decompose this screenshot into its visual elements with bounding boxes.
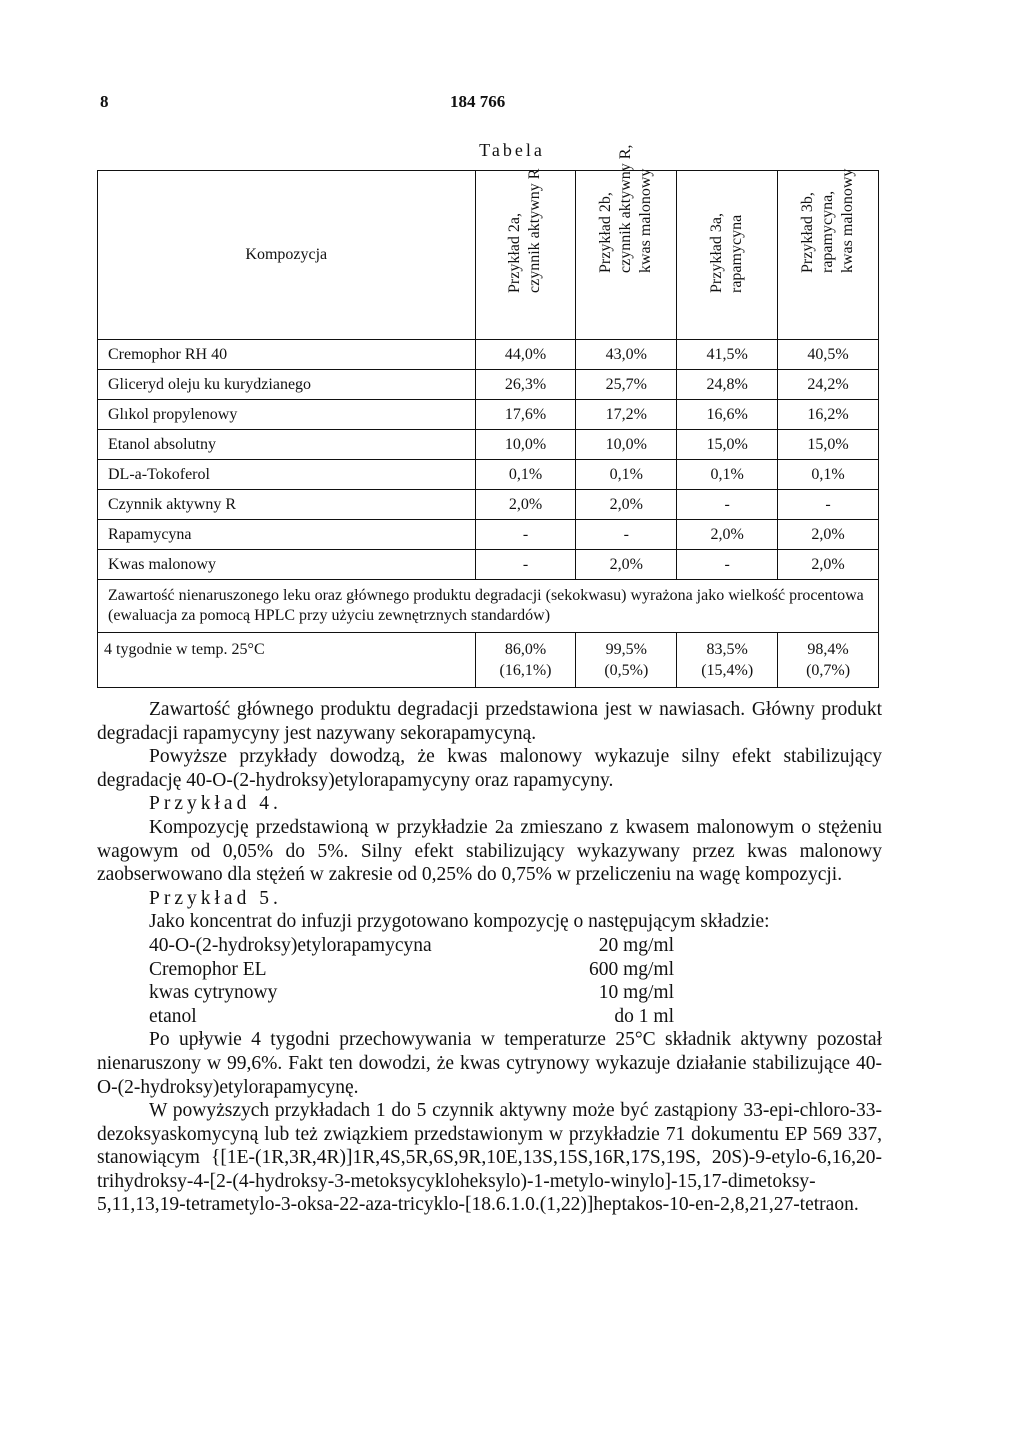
cell-value: 16,2% <box>778 400 879 430</box>
result-value: 86,0% <box>504 641 547 658</box>
cell-value: 44,0% <box>475 340 576 370</box>
column-header-example-2b <box>576 144 677 340</box>
degradation-value: (0,7%) <box>806 662 851 679</box>
row-label: Rapamycyna <box>98 520 476 550</box>
cell-value: 2,0% <box>778 520 879 550</box>
table-note: Zawartość nienaruszonego leku oraz głównego produktu degradacji (sekokwasu) wyrażona jako wielkość procentowa (ewaluacja za pomocą HPLC przy użyciu zewnętrznych standardów) <box>98 580 879 633</box>
cell-value: 24,2% <box>778 370 879 400</box>
cell-value: 17,2% <box>576 400 677 430</box>
column-header-text <box>596 145 656 273</box>
cell-value: 17,6% <box>475 400 576 430</box>
table-result-row <box>98 633 879 688</box>
table-row <box>98 490 879 520</box>
cell-value: - <box>778 490 879 520</box>
paragraph: Po upływie 4 tygodni przechowywania w temperaturze 25°C składnik aktywny pozostał nienaruszony w 99,6%. Fakt ten dowodzi, że kwas cytrynowy wykazuje działanie stabilizujące 40-O-(2-hydroksy)etylorapamycynę. <box>97 1029 882 1098</box>
column-header-example-3a <box>677 171 778 340</box>
row-label: Kwas malonowy <box>98 550 476 580</box>
result-cell <box>576 633 677 688</box>
example-4-heading: Przykład 4. <box>149 793 282 815</box>
column-header-line: kwas malonowy <box>637 168 655 273</box>
cell-value: 0,1% <box>576 460 677 490</box>
cell-value: 2,0% <box>576 550 677 580</box>
column-header-line: rapamycyna, <box>819 190 837 273</box>
cell-value: 0,1% <box>778 460 879 490</box>
ingredient-amount: do 1 ml <box>614 1005 674 1027</box>
cell-value: 26,3% <box>475 370 576 400</box>
cell-value: - <box>475 520 576 550</box>
cell-value: 2,0% <box>778 550 879 580</box>
column-header-line: czynnik aktywny R, <box>617 144 635 273</box>
document-number: 184 766 <box>450 92 506 111</box>
cell-value: - <box>677 490 778 520</box>
table-row <box>98 550 879 580</box>
cell-value: - <box>475 550 576 580</box>
ingredient-name: 40-O-(2-hydroksy)etylorapamycyna <box>149 934 432 956</box>
result-value: 83,5% <box>706 641 748 658</box>
result-cell <box>778 633 879 688</box>
cell-value: - <box>576 520 677 550</box>
row-label: 4 tygodnie w temp. 25°C <box>98 633 476 688</box>
table-note-row <box>98 580 879 633</box>
table-row <box>98 430 879 460</box>
column-header-composition: Kompozycja <box>98 171 476 340</box>
cell-value: 10,0% <box>576 430 677 460</box>
cell-value: 0,1% <box>475 460 576 490</box>
degradation-value: (15,4%) <box>701 662 754 679</box>
ingredient-name: etanol <box>149 1005 197 1027</box>
ingredient-amount: 10 mg/ml <box>598 982 674 1004</box>
paragraph: Jako koncentrat do infuzji przygotowano kompozycję o następującym składzie: <box>149 911 770 933</box>
paragraph: Kompozycję przedstawioną w przykładzie 2a zmieszano z kwasem malonowym o stężeniu wagowym od 0,05% do 5%. Silny efekt stabilizujący wykazywany przez kwas malonowy zaobserwowano dla stężeń w zakresie od 0,25% do 0,75% w przeliczeniu na wagę kompozycji. <box>97 816 882 886</box>
degradation-value: (16,1%) <box>499 662 552 679</box>
table-row <box>98 340 879 370</box>
table-row <box>98 370 879 400</box>
column-header-line: Przykład 2b, <box>597 192 615 273</box>
table-title: Tabela <box>479 140 545 160</box>
cell-value: 16,6% <box>677 400 778 430</box>
cell-value: 2,0% <box>677 520 778 550</box>
paragraph: W powyższych przykładach 1 do 5 czynnik aktywny może być zastąpiony 33-epi-chloro-33-dezoksyaskomycyną lub też związkiem przedstawionym w przykładzie 71 dokumentu EP 569 337, stanowiącym {[1E-(1R,3R,4R)]1R,4S,5R,6S,9R,10E,13S,15S,16R,17S,19S, 20S)-9-etylo-6,16,20-trihydroksy-4-[2-(4-hydroksy-3-metoksycykloheksylo)-1-metylo-winylo]-15,17-dimetoksy-5,11,13,19-tetrametylo-3-oksa-22-aza-tricyklo-[18.6.1.0.(1,22)]heptakos-10-en-2,8,21,27-tetraon. <box>97 1100 882 1216</box>
cell-value: 25,7% <box>576 370 677 400</box>
column-header-line: Przykład 2a, <box>506 213 524 293</box>
cell-value: 41,5% <box>677 340 778 370</box>
column-header-line: Przykład 3b, <box>799 192 817 273</box>
table-row <box>98 460 879 490</box>
result-cell <box>677 633 778 688</box>
cell-value: 15,0% <box>778 430 879 460</box>
cell-value: 24,8% <box>677 370 778 400</box>
row-label: Cremophor RH 40 <box>98 340 476 370</box>
cell-value: 15,0% <box>677 430 778 460</box>
column-header-line: czynnik aktywny R <box>526 168 544 293</box>
row-label: Glıkol propylenowy <box>98 400 476 430</box>
result-cell <box>475 633 576 688</box>
result-value: 98,4% <box>807 641 849 658</box>
degradation-value: (0,5%) <box>604 662 649 679</box>
list-item <box>97 934 882 958</box>
row-label: Etanol absolutny <box>98 430 476 460</box>
table-row <box>98 520 879 550</box>
ingredient-amount: 20 mg/ml <box>598 934 674 956</box>
column-header-text <box>707 213 747 293</box>
column-header-text <box>798 169 858 273</box>
cell-value: 43,0% <box>576 340 677 370</box>
list-item <box>97 1005 882 1029</box>
list-item <box>97 981 882 1005</box>
example-5-heading: Przykład 5. <box>149 887 282 909</box>
cell-value: 40,5% <box>778 340 879 370</box>
cell-value: 2,0% <box>576 490 677 520</box>
column-header-line: kwas malonowy <box>839 168 857 273</box>
row-label: Gliceryd oleju ku kurydzianego <box>98 370 476 400</box>
page-header <box>0 92 1024 118</box>
ingredient-name: Cremophor EL <box>149 958 267 980</box>
column-header-example-3b <box>778 168 879 340</box>
column-header-example-2a <box>475 168 576 340</box>
table-header-row <box>98 171 879 340</box>
column-header-line: rapamycyna <box>728 214 746 293</box>
ingredient-name: kwas cytrynowy <box>149 982 278 1004</box>
table-row <box>98 400 879 430</box>
result-value: 99,5% <box>605 641 647 658</box>
page-number: 8 <box>100 92 109 111</box>
list-item <box>97 958 882 982</box>
column-header-line: Przykład 3a, <box>708 213 726 293</box>
paragraph: Powyższe przykłady dowodzą, że kwas malonowy wykazuje silny efekt stabilizujący degradację 40-O-(2-hydroksy)etylorapamycyny oraz rapamycyny. <box>97 746 882 791</box>
row-label: Czynnik aktywny R <box>98 490 476 520</box>
cell-value: 0,1% <box>677 460 778 490</box>
row-label: DL-a-Tokoferol <box>98 460 476 490</box>
composition-list <box>97 934 882 1028</box>
ingredient-amount: 600 mg/ml <box>588 958 674 980</box>
column-header-text <box>505 169 545 293</box>
cell-value: 2,0% <box>475 490 576 520</box>
body-text <box>97 698 882 1217</box>
paragraph: Zawartość głównego produktu degradacji przedstawiona jest w nawiasach. Główny produkt degradacji rapamycyny jest nazywany sekorapamycyną. <box>97 699 882 744</box>
cell-value: - <box>677 550 778 580</box>
cell-value: 10,0% <box>475 430 576 460</box>
